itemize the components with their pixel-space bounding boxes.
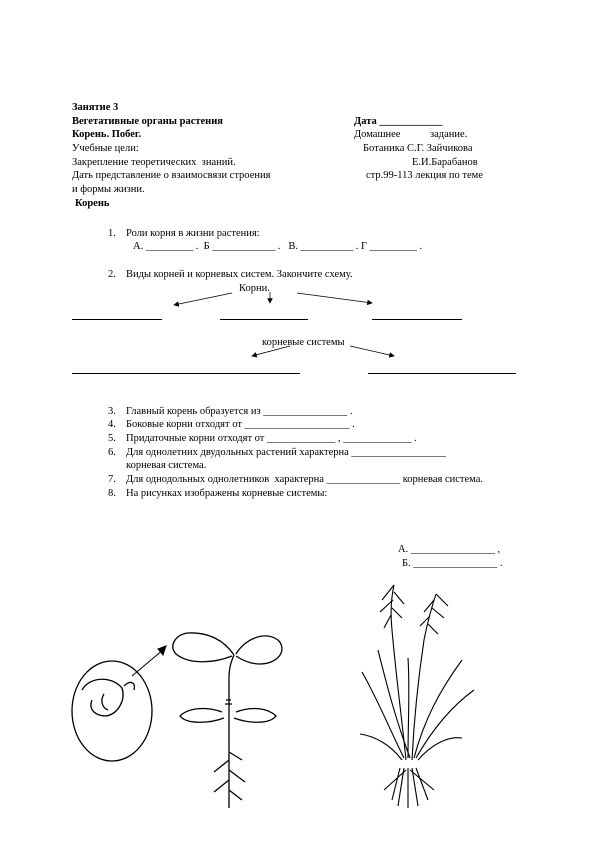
fibrous-roots <box>384 768 434 808</box>
seed-arrow <box>132 646 166 676</box>
grass-stem-1 <box>391 585 406 760</box>
seedling-leaf-right <box>236 636 282 664</box>
question-5: 5. Придаточные корни отходят от _____________ , _____________ . <box>108 433 417 444</box>
homework-label-2: задание. <box>430 129 468 140</box>
scheme-roots-label: Корни. <box>239 283 270 294</box>
date-label: Дата ____________ <box>354 116 443 127</box>
grass-leaf-7 <box>418 738 462 760</box>
goal-1: Закрепление теоретических знаний. <box>72 157 236 168</box>
cotyledon-right <box>234 709 276 723</box>
question-8: 8. На рисунках изображены корневые системы: <box>108 488 328 499</box>
grass-illustration <box>360 585 474 808</box>
lesson-subtitle: Корень. Побег. <box>72 129 142 140</box>
question-1-answers: А. _________ . Б ____________ . В. __________ . Г _________ . <box>133 241 423 252</box>
question-2: 2. Виды корней и корневых систем. Закончите схему. <box>108 269 353 280</box>
grass-leaf-6 <box>360 734 402 760</box>
goal-2-cont: и формы жизни. <box>72 184 145 195</box>
question-1: 1. Роли корня в жизни растения: <box>108 228 260 239</box>
grass-leaf-5 <box>408 658 409 758</box>
question-6-cont: корневая система. <box>126 460 207 471</box>
section-title: Корень <box>75 198 110 209</box>
cotyledon-left <box>180 709 224 723</box>
seedling-stem <box>229 655 234 808</box>
grass-leaf-4 <box>416 690 474 758</box>
panicle-left <box>380 585 404 628</box>
answer-b: Б. ________________ . <box>402 558 503 569</box>
seed-outline <box>72 661 152 761</box>
answer-a: А. ________________ , <box>398 544 501 555</box>
question-4: 4. Боковые корни отходят от ____________________ . <box>108 419 355 430</box>
question-6: 6. Для однолетних двудольных растений характерна __________________ <box>108 447 446 458</box>
goal-2: Дать представление о взаимосвязи строения <box>72 170 271 181</box>
panicle-right <box>420 594 448 634</box>
grass-stem-2 <box>412 594 436 760</box>
bean-seed-illustration <box>72 661 152 761</box>
embryo-detail <box>102 694 108 710</box>
lesson-topic: Вегетативные органы растения <box>72 116 223 127</box>
question-3: 3. Главный корень образуется из ________________ . <box>108 406 353 417</box>
homework-label: Домашнее <box>354 129 401 140</box>
goals-label: Учебные цели: <box>72 143 139 154</box>
lesson-number: Занятие 3 <box>72 102 119 113</box>
scheme-root-systems-label: корневые системы <box>262 337 345 348</box>
embryo-tip <box>124 683 134 690</box>
seedling-leaf-left <box>173 633 234 662</box>
book-pages: стр.99-113 лекция по теме <box>366 170 483 181</box>
book-author: Е.И.Барабанов <box>412 157 478 168</box>
book-reference: Ботаника С.Г. Зайчикова <box>363 143 473 154</box>
seedling-illustration <box>173 633 282 808</box>
question-7: 7. Для однодольных однолетников характерна ______________ корневая система. <box>108 474 484 485</box>
